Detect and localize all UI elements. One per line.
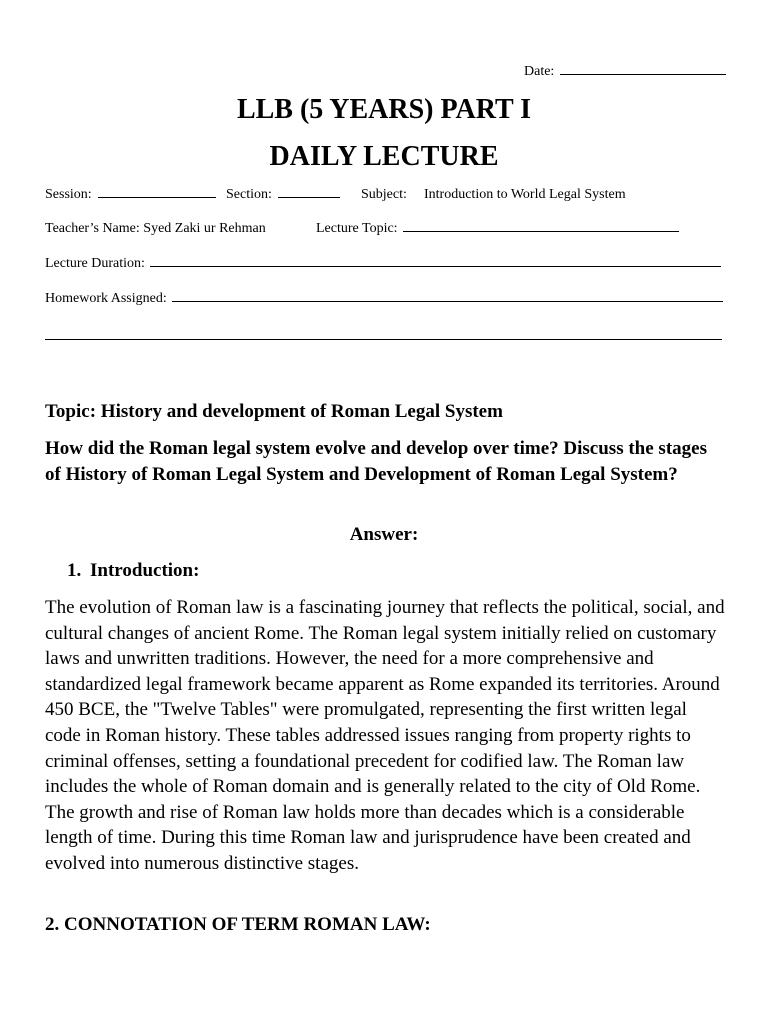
homework-blank-continued[interactable]	[45, 339, 722, 340]
teacher-field	[45, 221, 266, 237]
date-blank[interactable]	[560, 73, 726, 75]
lecture-duration-label: Lecture Duration:	[45, 256, 145, 271]
homework-blank[interactable]	[172, 300, 723, 302]
date-label: Date:	[524, 64, 555, 79]
session-field	[45, 187, 216, 203]
lecture-topic-label: Lecture Topic:	[316, 221, 398, 236]
intro-heading: Introduction:	[90, 560, 200, 581]
subject-field	[361, 187, 407, 203]
lecture-topic-blank[interactable]	[403, 230, 679, 232]
subject-value: Introduction to World Legal System	[424, 187, 626, 202]
page-subtitle: DAILY LECTURE	[269, 141, 499, 172]
homework-field	[45, 291, 723, 307]
intro-number: 1.	[67, 560, 82, 581]
section2-heading: 2. CONNOTATION OF TERM ROMAN LAW:	[45, 914, 431, 935]
topic-heading: Topic: History and development of Roman Legal System	[45, 401, 503, 422]
lecture-duration-field	[45, 256, 721, 272]
intro-paragraph: The evolution of Roman law is a fascinating journey that reflects the political, social, and cultural changes of ancient Rome. The Roman legal system initially relied on customary laws and unwritten traditions. However, the need for a more comprehensive and standardized legal framework became apparent as Rome expanded its territories. Around 450 BCE, the "Twelve Tables" were promulgated, representing the first written legal code in Roman history. These tables addressed issues ranging from property rights to criminal offenses, setting a foundational precedent for codified law. The Roman law includes the whole of Roman domain and is generally related to the city of Old Rome. The growth and rise of Roman law holds more than decades which is a considerable length of time. During this time Roman law and jurisprudence have been created and evolved into numerous distinctive stages.	[45, 597, 725, 874]
section-blank[interactable]	[278, 196, 340, 198]
subject-label: Subject:	[361, 187, 407, 202]
lecture-duration-blank[interactable]	[150, 265, 721, 267]
session-label: Session:	[45, 187, 92, 202]
section-field	[226, 187, 340, 203]
date-field	[524, 64, 726, 80]
question-text: How did the Roman legal system evolve and develop over time? Discuss the stages of History of Roman Legal System and Development of Roman Legal System?	[45, 438, 707, 485]
teacher-label: Teacher’s Name:	[45, 221, 140, 236]
intro-heading-row	[67, 560, 199, 582]
lecture-topic-field	[316, 221, 679, 237]
session-blank[interactable]	[98, 196, 216, 198]
homework-label: Homework Assigned:	[45, 291, 167, 306]
section-label: Section:	[226, 187, 272, 202]
teacher-value: Syed Zaki ur Rehman	[143, 221, 266, 236]
answer-label: Answer:	[349, 524, 419, 545]
page-title: LLB (5 YEARS) PART I	[236, 94, 532, 125]
